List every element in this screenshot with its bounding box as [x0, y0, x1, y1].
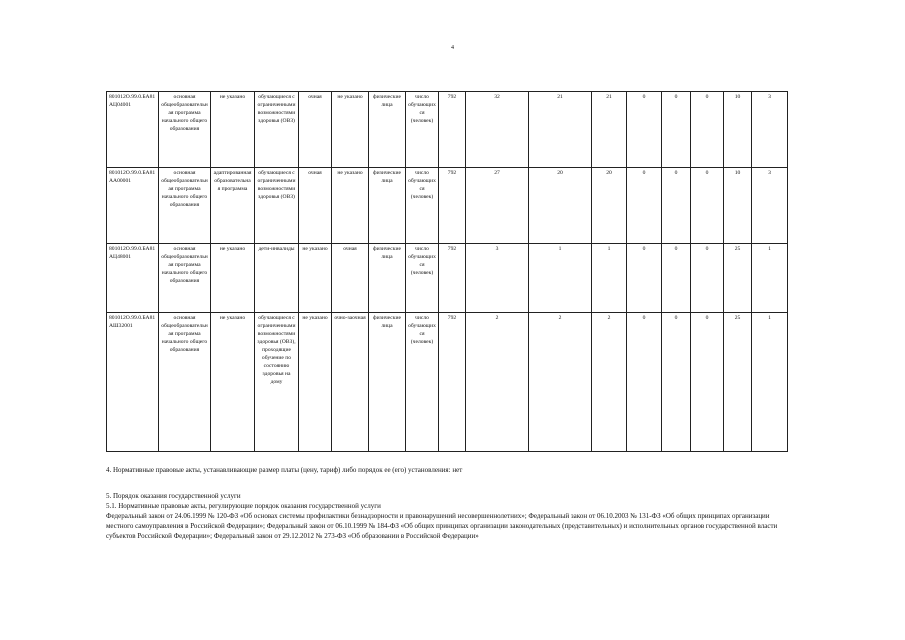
value-4-cell: 0 [627, 168, 662, 244]
education-period-cell: не указано [332, 92, 369, 168]
standard-type-cell: не указано [211, 244, 255, 313]
value-5-cell: 0 [662, 244, 691, 313]
value-4-cell: 0 [627, 92, 662, 168]
program-name-cell: основная общеобразовательная программа начального общего образования [159, 244, 211, 313]
program-name-cell: основная общеобразовательная программа начального общего образования [159, 313, 211, 452]
section-4-note [106, 465, 796, 475]
value-5-cell: 0 [662, 168, 691, 244]
value-7-cell: 10 [724, 168, 752, 244]
value-8-cell: 1 [752, 313, 788, 452]
value-4-cell: 0 [627, 313, 662, 452]
value-2-cell: 1 [529, 244, 592, 313]
education-form-cell: очная [299, 168, 332, 244]
education-period-cell: не указано [332, 168, 369, 244]
value-3-cell: 20 [592, 168, 627, 244]
value-8-cell: 3 [752, 92, 788, 168]
okei-code-cell: 792 [439, 92, 466, 168]
section-5-block [106, 491, 796, 541]
value-6-cell: 0 [691, 168, 724, 244]
indicator-name-cell: число обучающихся (человек) [406, 168, 439, 244]
standard-type-cell: не указано [211, 313, 255, 452]
okei-code-cell: 792 [439, 244, 466, 313]
value-1-cell: 32 [466, 92, 529, 168]
program-name-cell: основная общеобразовательная программа начального общего образования [159, 92, 211, 168]
value-8-cell: 1 [752, 244, 788, 313]
section-4-text: 4. Нормативные правовые акты, устанавливающие размер платы (цену, тариф) либо порядок ее (его) установления: нет [106, 466, 463, 474]
student-category-cell: обучающиеся с ограниченными возможностями здоровья (ОВЗ), проходящие обучение по состоянию здоровья на дому [255, 313, 299, 452]
value-5-cell: 0 [662, 92, 691, 168]
table-row [107, 313, 788, 452]
value-2-cell: 2 [529, 313, 592, 452]
value-7-cell: 10 [724, 92, 752, 168]
value-6-cell: 0 [691, 92, 724, 168]
education-form-cell: очная [299, 92, 332, 168]
indicator-name-cell: число обучающихся (человек) [406, 244, 439, 313]
table-row [107, 244, 788, 313]
value-7-cell: 25 [724, 244, 752, 313]
standard-type-cell: не указано [211, 92, 255, 168]
consumer-category-cell: физические лица [369, 244, 406, 313]
value-2-cell: 20 [529, 168, 592, 244]
education-form-cell: не указано [299, 244, 332, 313]
indicator-name-cell: число обучающихся (человек) [406, 92, 439, 168]
value-6-cell: 0 [691, 313, 724, 452]
standard-type-cell: адаптированная образовательная программа [211, 168, 255, 244]
service-volume-table [106, 91, 788, 452]
table-row [107, 168, 788, 244]
value-2-cell: 21 [529, 92, 592, 168]
okei-code-cell: 792 [439, 168, 466, 244]
value-8-cell: 3 [752, 168, 788, 244]
value-6-cell: 0 [691, 244, 724, 313]
value-3-cell: 1 [592, 244, 627, 313]
student-category-cell: обучающиеся с ограниченными возможностями здоровья (ОВЗ) [255, 168, 299, 244]
section-5-1-title: 5.1. Нормативные правовые акты, регулирующие порядок оказания государственной услуги [106, 502, 381, 510]
education-period-cell: очная [332, 244, 369, 313]
section-5-laws-text: Федеральный закон от 24.06.1999 № 120-ФЗ «Об основах системы профилактики безнадзорности и правонарушений несовершеннолетних»; Федеральный закон от 06.10.2003 № 131-ФЗ «Об общих принципах организации местного самоуправления в Российской Федерации»; Федеральный закон от 06.10.1999 № 184-ФЗ «Об общих принципах организации законодательных (представительных) и исполнительных органов государственной власти субъектов Российской Федерации»; Федеральный закон от 29.12.2012 № 273-ФЗ «Об образовании в Российской Федерации» [106, 512, 778, 540]
value-5-cell: 0 [662, 313, 691, 452]
registry-code-cell: 801012О.99.0.БА81АЦ48001 [107, 244, 159, 313]
value-1-cell: 27 [466, 168, 529, 244]
value-1-cell: 3 [466, 244, 529, 313]
value-3-cell: 2 [592, 313, 627, 452]
registry-code-cell: 801012О.99.0.БА81АА00001 [107, 168, 159, 244]
value-1-cell: 2 [466, 313, 529, 452]
value-3-cell: 21 [592, 92, 627, 168]
education-period-cell: очно-заочная [332, 313, 369, 452]
section-5-title: 5. Порядок оказания государственной услуги [106, 492, 241, 500]
page-number: 4 [451, 45, 454, 51]
value-4-cell: 0 [627, 244, 662, 313]
consumer-category-cell: физические лица [369, 168, 406, 244]
consumer-category-cell: физические лица [369, 313, 406, 452]
registry-code-cell: 801012О.99.0.БА81АШ32001 [107, 313, 159, 452]
okei-code-cell: 792 [439, 313, 466, 452]
program-name-cell: основная общеобразовательная программа начального общего образования [159, 168, 211, 244]
education-form-cell: не указано [299, 313, 332, 452]
student-category-cell: обучающиеся с ограниченными возможностями здоровья (ОВЗ) [255, 92, 299, 168]
indicator-name-cell: число обучающихся (человек) [406, 313, 439, 452]
value-7-cell: 25 [724, 313, 752, 452]
consumer-category-cell: физические лица [369, 92, 406, 168]
student-category-cell: дети-инвалиды [255, 244, 299, 313]
registry-code-cell: 801012О.99.0.БА81АЦ04001 [107, 92, 159, 168]
table-row [107, 92, 788, 168]
